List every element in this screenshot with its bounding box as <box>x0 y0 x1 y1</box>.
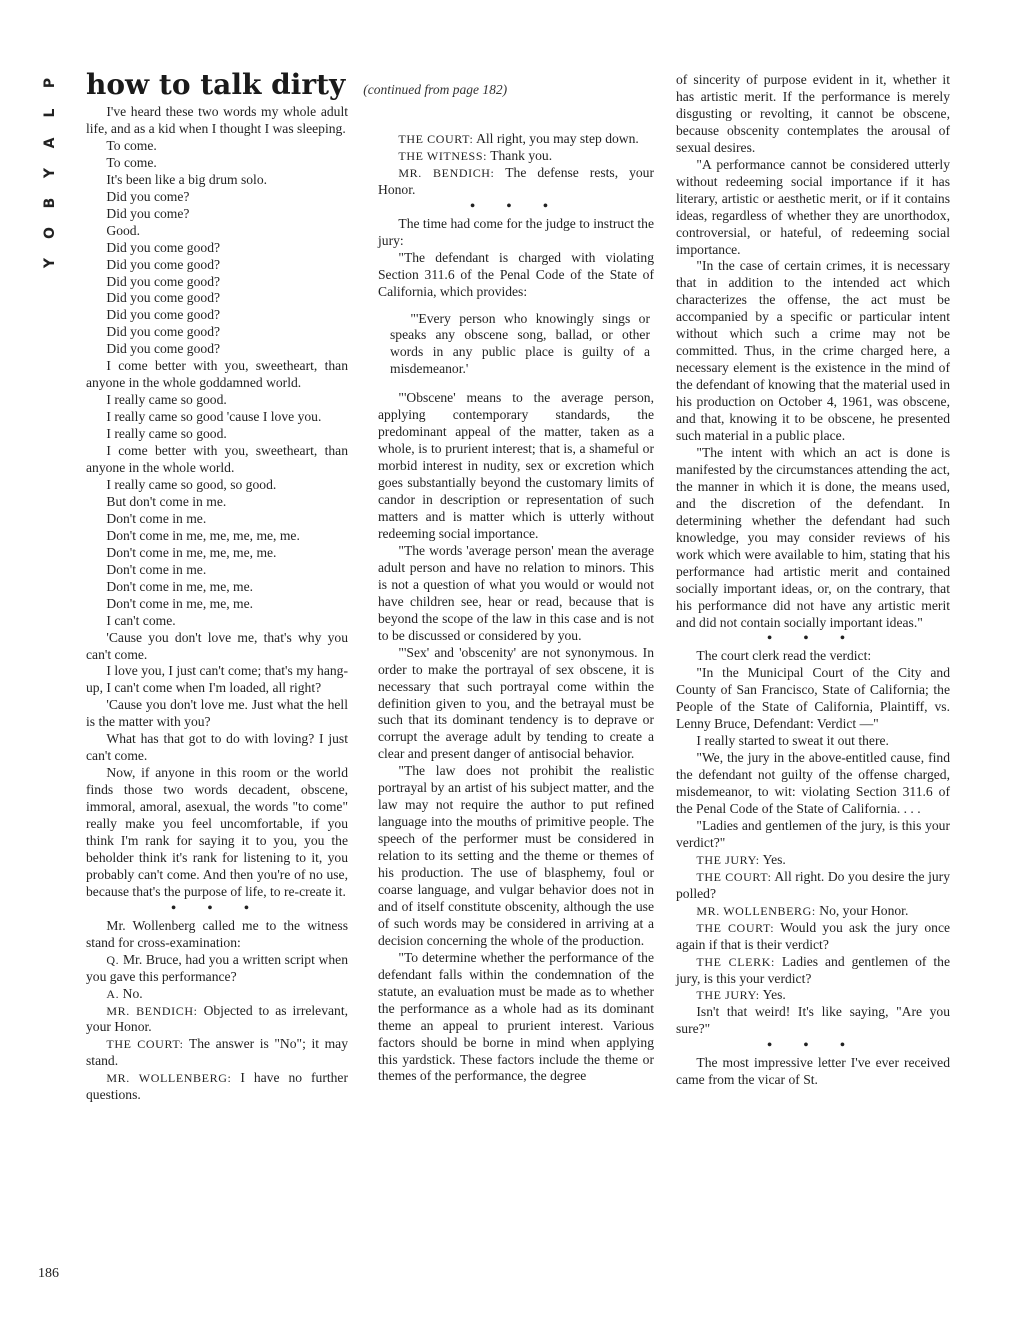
speaker-label: MR. BENDICH: <box>398 165 495 180</box>
transcript-line <box>676 903 950 920</box>
paragraph: "To determine whether the performance of the defendant falls within the condemnation of the statute, an evaluation must be made as to whether the performance as a whole had as its dominant theme an appeal to prurient interest. Various factors should be borne in mind when applying this yardstick. These factors include the theme or themes of the performance, the degree <box>378 949 654 1084</box>
transcript-line <box>378 165 654 199</box>
paragraph: "A performance cannot be considered utterly without redeeming social importance if it has literary, artistic or aesthetic merit, or if it contains ideas, regardless of whether they are unorthodox, controversial, or hateful, of redeeming social importance. <box>676 156 950 257</box>
speaker-label: A. <box>106 986 120 1001</box>
speaker-label: THE COURT: <box>696 869 772 884</box>
speech: Yes. <box>762 851 786 867</box>
magazine-name-letter: Y <box>42 167 58 179</box>
speech: Yes. <box>762 987 786 1003</box>
speech: Ladies and gentlemen of the jury, is this your verdict? <box>676 953 950 986</box>
paragraph: "We, the jury in the above-entitled cause, find the defendant not guilty of the offense charged, misdemeanor, to wit: violating Section 311.6 of the Penal Code of the State of California. . . . <box>676 750 950 816</box>
paragraph: "'Obscene' means to the average person, applying contemporary standards, the predominant appeal of the matter, taken as a whole, is to prurient interest; that is, a shameful or morbid interest in nudity, sex or excretion which goes substantially beyond the customary limits of candor in description or representation of such matters and is matter which is utterly without redeeming social importance. <box>378 390 654 541</box>
line: Did you come good? <box>106 239 221 255</box>
speaker-label: THE WITNESS: <box>398 148 488 163</box>
line: Did you come good? <box>106 307 221 323</box>
line: Did you come good? <box>106 341 221 357</box>
paragraph: "'Sex' and 'obscenity' are not synonymous. In order to make the portrayal of sex obscene, it is necessary that such portrayal come within the definition given to you, and the betrayal must be such that its dominant tendency is to deprave or corrupt the average adult by tending to create a clear and present danger of antisocial behavior. <box>378 644 654 762</box>
paragraph: Mr. Wollenberg called me to the witness stand for cross-examination: <box>86 917 348 950</box>
paragraph: Isn't that weird! It's like saying, "Are you sure?" <box>676 1004 950 1037</box>
line: Did you come good? <box>106 273 221 289</box>
line: Did you come? <box>106 205 190 221</box>
speech: The defense rests, your Honor. <box>378 164 654 197</box>
speech: Would you ask the jury once again if that is their verdict? <box>676 919 951 952</box>
speech: I have no further questions. <box>86 1070 348 1103</box>
magazine-name-letter: L <box>42 108 58 118</box>
paragraph: Don't come in me, me, me. <box>106 595 254 611</box>
paragraph: What has that got to do with loving? I just can't come. <box>86 731 348 764</box>
line: Did you come? <box>106 188 190 204</box>
magazine-name <box>30 68 70 278</box>
speaker-label: MR. WOLLENBERG: <box>106 1071 232 1086</box>
speech: No. <box>122 985 143 1001</box>
line: To come. <box>106 137 157 153</box>
paragraph: Don't come in me, me, me, me. <box>106 544 277 560</box>
column-1 <box>86 104 348 1104</box>
magazine-name-letter: Y <box>42 257 58 269</box>
speech: Objected to as irrelevant, your Honor. <box>86 1002 349 1035</box>
paragraph: I really came so good. <box>106 392 227 408</box>
paragraph: I come better with you, sweetheart, than anyone in the whole world. <box>86 443 348 476</box>
paragraph: I've heard these two words my whole adult life, and as a kid when I thought I was sleeping. <box>86 104 348 136</box>
paragraph: Don't come in me, me, me. <box>106 578 254 594</box>
paragraph: But don't come in me. <box>106 493 227 509</box>
speaker-label: THE CLERK: <box>696 954 775 969</box>
speaker-label: THE COURT: <box>696 920 775 935</box>
transcript-line <box>676 987 950 1004</box>
speaker-label: MR. BENDICH: <box>106 1003 198 1018</box>
paragraph: I really came so good, so good. <box>106 476 277 492</box>
paragraph: Don't come in me, me, me, me, me. <box>106 527 300 543</box>
line: To come. <box>106 154 157 170</box>
speaker-label: THE JURY: <box>696 852 760 867</box>
paragraph: I really came so good 'cause I love you. <box>106 409 322 425</box>
speech: The answer is "No"; it may stand. <box>86 1036 349 1069</box>
page-number: 186 <box>38 1266 59 1281</box>
paragraph: Now, if anyone in this room or the world finds those two words decadent, obscene, immoral, amoral, asexual, the words "to come" really make you feel uncomfortable, if you think I'm rank for saying it to you, you the beholder think it's rank for listening to it, you probably can't come. And then you're of no use, because that's the purpose of life, to re-create it. <box>86 765 348 899</box>
paragraph: 'Cause you don't love me, that's why you can't come. <box>86 629 348 662</box>
column-2 <box>378 131 654 1085</box>
line: Did you come good? <box>106 324 221 340</box>
speaker-label: THE COURT: <box>398 132 474 146</box>
transcript-line <box>86 1003 348 1037</box>
paragraph: I can't come. <box>106 612 176 628</box>
line: Did you come good? <box>106 256 221 272</box>
transcript-line <box>676 920 950 954</box>
paragraph: Don't come in me. <box>106 510 207 526</box>
line: Did you come good? <box>106 290 221 306</box>
article-title: how to talk dirty <box>86 68 346 101</box>
paragraph: I really started to sweat it out there. <box>696 733 889 749</box>
paragraph: "In the Municipal Court of the City and County of San Francisco, State of California; the People of the State of California, Plaintiff, vs. Lenny Bruce, Defendant: Verdict —" <box>676 665 950 732</box>
transcript-line <box>86 1036 348 1070</box>
paragraph: I love you, I just can't come; that's my hang-up, I can't come when I'm loaded, all right? <box>86 663 348 696</box>
magazine-name-letter: O <box>42 227 58 239</box>
paragraph: of sincerity of purpose evident in it, whether it has artistic merit. If the performance is merely disgusting or revolting, it cannot be obscene, because obscenity contemplates the arousal of sexual desires. <box>676 72 950 155</box>
transcript-line <box>378 148 654 165</box>
paragraph: "The intent with which an act is done is manifested by the circumstances attending the act, the manner in which it is done, the means used, and the discretion of the defendant. In determining whether the defendant had such knowledge, you may consider reviews of his work which were available to him, stating that his performance had artistic merit and contained socially important ideas, or, on the contrary, that his performance did not have any artistic merit and did not contain socially important ideas." <box>676 444 950 630</box>
transcript-line <box>676 869 950 903</box>
paragraph: The court clerk read the verdict: <box>696 648 872 664</box>
speech: Mr. Bruce, had you a written script when you gave this performance? <box>86 951 349 984</box>
transcript-line <box>86 1070 348 1104</box>
paragraph: Don't come in me. <box>106 561 207 577</box>
transcript-line <box>86 952 348 986</box>
speaker-label: THE JURY: <box>696 988 760 1003</box>
speaker-label: THE COURT: <box>106 1037 184 1052</box>
section-break: • • • <box>470 198 562 214</box>
paragraph: The most impressive letter I've ever received came from the vicar of St. <box>676 1055 950 1088</box>
paragraph: "The words 'average person' mean the average adult person and have no relation to minors. This is not a question of what you would or would not have children see, hear or read, because that is beyond the scope of the law in this case and is not to be discussed or considered by you. <box>378 542 654 643</box>
section-break: • • • <box>767 631 859 647</box>
magazine-name-letter: B <box>42 197 58 209</box>
speech: Thank you. <box>490 147 553 163</box>
paragraph: I really came so good. <box>106 426 227 442</box>
speaker-label: Q. <box>106 952 120 967</box>
transcript-line <box>676 954 950 988</box>
paragraph: "The defendant is charged with violating Section 311.6 of the Penal Code of the State of California, which provides: <box>378 249 654 299</box>
article-header <box>86 68 507 104</box>
paragraph: "Ladies and gentlemen of the jury, is this your verdict?" <box>676 817 950 850</box>
statute-quote: "'Every person who knowingly sings or speaks any obscene song, ballad, or other words in any public place is guilty of a misdemeanor.' <box>390 310 650 377</box>
section-break: • • • <box>171 900 263 916</box>
magazine-name-letter: P <box>42 77 58 89</box>
speech: No, your Honor. <box>819 902 909 918</box>
section-break: • • • <box>767 1038 859 1054</box>
line: It's been like a big drum solo. <box>106 171 268 187</box>
continued-note: (continued from page 182) <box>363 82 508 97</box>
paragraph: "The law does not prohibit the realistic portrayal by an artist of his subject matter, and the law may not require the author to put refined language into the mouths of primitive people. The speech of the performer must be considered in relation to its setting and the theme or themes of his production. The use of blasphemy, foul or coarse language, and vulgar behavior does not in and of itself constitute obscenity, although the use of such words may be considered in arriving at a decision concerning the whole of the production. <box>378 763 654 948</box>
paragraph: 'Cause you don't love me. Just what the hell is the matter with you? <box>86 697 348 730</box>
transcript-line <box>86 986 348 1003</box>
speech: All right, you may step down. <box>476 131 639 146</box>
line: Good. <box>106 222 140 238</box>
paragraph: I come better with you, sweetheart, than anyone in the whole goddamned world. <box>86 358 348 391</box>
column-3 <box>676 72 950 1089</box>
speaker-label: MR. WOLLENBERG: <box>696 903 816 918</box>
paragraph: The time had come for the judge to instruct the jury: <box>378 215 654 248</box>
transcript-line <box>676 852 950 869</box>
magazine-name-letter: A <box>42 137 58 149</box>
transcript-line <box>378 131 654 148</box>
paragraph: "In the case of certain crimes, it is necessary that in addition to the intended act which characterizes the offense, the act must be accompanied by a specific or particular intent without which such a crime may not be committed. Thus, in the crime charged here, a necessary element is the existence in the mind of the defendant of knowing that the material used in his production on October 4, 1961, was obscene, and that, knowing it to be obscene, he presented such material in a public place. <box>676 258 950 444</box>
speech: All right. Do you desire the jury polled? <box>676 868 950 901</box>
